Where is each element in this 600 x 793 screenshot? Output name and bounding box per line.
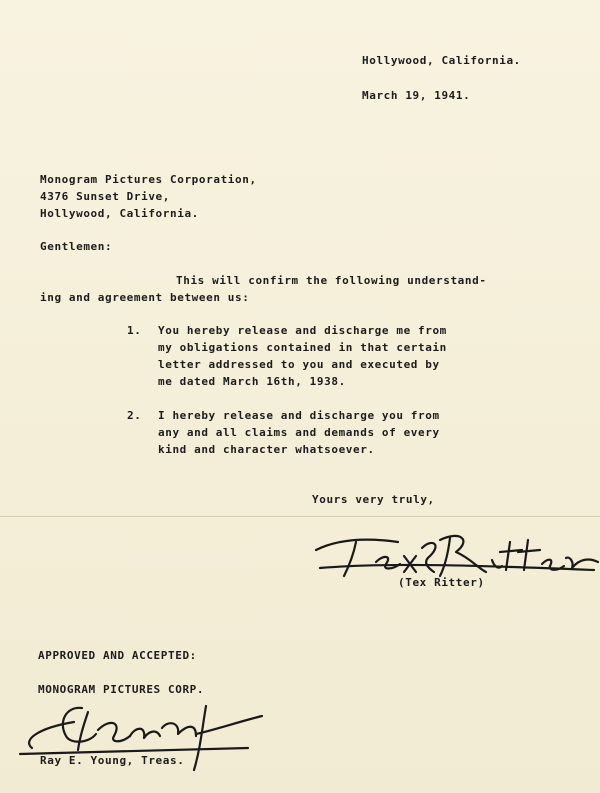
approval-signer: Ray E. Young, Treas. [40, 754, 185, 767]
closing: Yours very truly, [312, 493, 435, 506]
intro-line: This will confirm the following understand- [176, 274, 487, 287]
signature-handwriting-text: Tex Ritter [110, 328, 123, 329]
addressee-line: Hollywood, California. [40, 207, 199, 220]
item-number: 2. [127, 409, 142, 422]
item-line: I hereby release and discharge you from [158, 409, 440, 422]
item-line: letter addressed to you and executed by [158, 358, 440, 371]
intro-line: ing and agreement between us: [40, 291, 250, 304]
addressee-line: 4376 Sunset Drive, [40, 190, 171, 203]
letter-date: March 19, 1941. [362, 89, 471, 102]
signature-name: (Tex Ritter) [398, 576, 485, 589]
item-line: You hereby release and discharge me from [158, 324, 447, 337]
item-number: 1. [127, 324, 142, 337]
salutation: Gentlemen: [40, 240, 113, 253]
item-line: kind and character whatsoever. [158, 443, 375, 456]
addressee-line: Monogram Pictures Corporation, [40, 173, 257, 186]
letter-place: Hollywood, California. [362, 54, 521, 67]
item-line: any and all claims and demands of every [158, 426, 440, 439]
approval-company: MONOGRAM PICTURES CORP. [38, 683, 205, 696]
item-line: my obligations contained in that certain [158, 341, 447, 354]
paper-fold-line [0, 516, 600, 517]
approval-label: APPROVED AND ACCEPTED: [38, 649, 197, 662]
item-line: me dated March 16th, 1938. [158, 375, 346, 388]
